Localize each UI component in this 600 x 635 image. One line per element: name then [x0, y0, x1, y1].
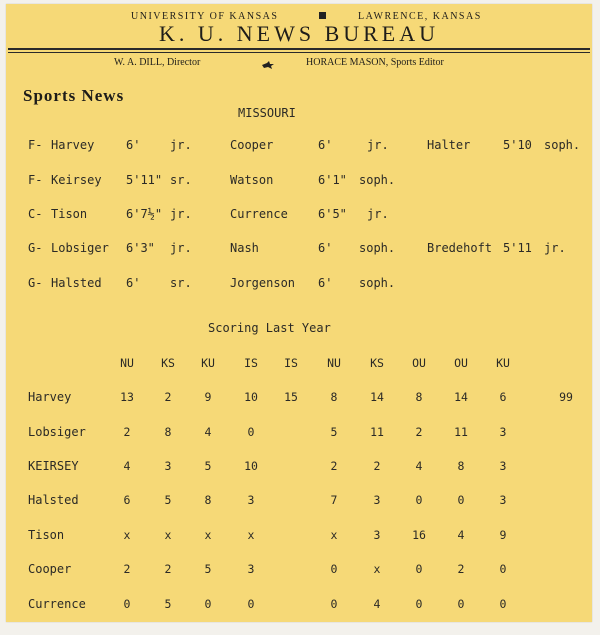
roster-name: Keirsey	[51, 173, 102, 187]
scoring-cell: x	[330, 528, 338, 542]
roster-class: soph.	[359, 173, 396, 187]
scoring-column-header: KU	[496, 356, 510, 370]
scoring-row-name: Lobsiger	[28, 425, 86, 439]
scoring-cell: 3	[499, 493, 507, 507]
scoring-cell: 0	[415, 562, 423, 576]
scoring-cell: x	[164, 528, 172, 542]
scoring-cell: 7	[330, 493, 338, 507]
scoring-cell: 0	[457, 597, 465, 611]
scoring-row-name: KEIRSEY	[28, 459, 79, 473]
scoring-cell: 5	[164, 597, 172, 611]
scoring-cell: 5	[330, 425, 338, 439]
scoring-column-header: NU	[120, 356, 134, 370]
scoring-cell: 4	[415, 459, 423, 473]
letterhead-rule-top	[8, 48, 590, 50]
roster-height: 5'11	[503, 241, 532, 255]
roster-name: Lobsiger	[51, 241, 109, 255]
scoring-cell: 0	[247, 425, 255, 439]
scoring-cell: 3	[373, 493, 381, 507]
roster-height: 6'	[126, 276, 141, 290]
scoring-cell: 0	[247, 597, 255, 611]
roster-name: Halsted	[51, 276, 102, 290]
roster-pos: G-	[28, 276, 43, 290]
roster-class: jr.	[367, 207, 389, 221]
roster-class: jr.	[170, 241, 192, 255]
scoring-column-header: OU	[454, 356, 468, 370]
scoring-cell: 10	[244, 390, 258, 404]
scoring-cell: 0	[204, 597, 212, 611]
editor-text: HORACE MASON, Sports Editor	[306, 57, 444, 68]
scoring-cell: 8	[330, 390, 338, 404]
roster-pos: G-	[28, 241, 43, 255]
scoring-cell: 2	[164, 562, 172, 576]
scoring-cell: 0	[499, 597, 507, 611]
letterhead-rule-bottom	[8, 52, 590, 53]
bureau-title: K. U. NEWS BUREAU	[158, 21, 440, 46]
scoring-column-header: IS	[244, 356, 258, 370]
roster-name: Nash	[230, 241, 259, 255]
roster-height: 6'	[318, 276, 333, 290]
roster-height: 6'3"	[126, 241, 155, 255]
scoring-cell: 3	[247, 562, 255, 576]
scoring-cell: 8	[204, 493, 212, 507]
roster-pos: F-	[28, 138, 43, 152]
scoring-cell: 4	[457, 528, 465, 542]
roster-name: Cooper	[230, 138, 274, 152]
section-label: Sports News	[23, 86, 125, 105]
scoring-cell: 2	[373, 459, 381, 473]
roster-pos: C-	[28, 207, 43, 221]
roster-class: jr.	[170, 138, 192, 152]
roster-class: sr.	[170, 173, 192, 187]
scoring-row-total: 99	[559, 390, 573, 404]
roster-height: 6'	[318, 138, 333, 152]
roster-class: soph.	[359, 241, 396, 255]
scoring-cell: 0	[415, 493, 423, 507]
roster-height: 6'5"	[318, 207, 347, 221]
scoring-cell: 0	[415, 597, 423, 611]
scoring-cell: 6	[499, 390, 507, 404]
scoring-cell: x	[123, 528, 131, 542]
university-name: UNIVERSITY OF KANSAS	[131, 11, 279, 22]
editor-line	[306, 57, 444, 68]
scoring-cell: 0	[499, 562, 507, 576]
scoring-cell: 3	[373, 528, 381, 542]
scoring-cell: 2	[457, 562, 465, 576]
roster-name: Currence	[230, 207, 288, 221]
scoring-cell: 6	[123, 493, 131, 507]
jayhawk-icon	[261, 61, 275, 73]
scoring-cell: 8	[457, 459, 465, 473]
scoring-column-header: OU	[412, 356, 426, 370]
scoring-cell: 5	[164, 493, 172, 507]
scoring-cell: 2	[330, 459, 338, 473]
scoring-cell: 4	[373, 597, 381, 611]
scoring-cell: 5	[204, 562, 212, 576]
scoring-cell: 16	[412, 528, 426, 542]
roster-height: 6'	[318, 241, 333, 255]
scoring-cell: 4	[204, 425, 212, 439]
scoring-cell: x	[247, 528, 255, 542]
roster-name: Halter	[427, 138, 471, 152]
scoring-cell: 0	[457, 493, 465, 507]
roster-pos: F-	[28, 173, 43, 187]
director-text: W. A. DILL, Director	[114, 57, 201, 68]
scoring-column-header: KS	[161, 356, 175, 370]
roster-class: jr.	[367, 138, 389, 152]
scoring-cell: 2	[123, 562, 131, 576]
scoring-cell: 3	[247, 493, 255, 507]
scoring-cell: 2	[164, 390, 172, 404]
team-heading: MISSOURI	[238, 106, 296, 120]
roster-height: 6'7½"	[126, 207, 163, 221]
scoring-cell: 14	[370, 390, 384, 404]
scoring-cell: 3	[499, 425, 507, 439]
scoring-column-header: KU	[201, 356, 215, 370]
scoring-cell: 8	[164, 425, 172, 439]
roster-name: Bredehoft	[427, 241, 493, 255]
scoring-row-name: Halsted	[28, 493, 79, 507]
scoring-cell: 3	[164, 459, 172, 473]
document-page	[6, 4, 592, 622]
scoring-cell: 14	[454, 390, 468, 404]
scoring-row-name: Cooper	[28, 562, 72, 576]
scoring-row-name: Tison	[28, 528, 65, 542]
roster-height: 5'10	[503, 138, 532, 152]
roster-name: Watson	[230, 173, 274, 187]
scoring-cell: 4	[123, 459, 131, 473]
roster-class: jr.	[170, 207, 192, 221]
scoring-cell: 15	[284, 390, 298, 404]
scoring-heading: Scoring Last Year	[208, 321, 331, 335]
roster-name: Jorgenson	[230, 276, 296, 290]
scoring-cell: x	[373, 562, 381, 576]
scoring-cell: 3	[499, 459, 507, 473]
scoring-cell: x	[204, 528, 212, 542]
roster-height: 6'	[126, 138, 141, 152]
scoring-cell: 2	[415, 425, 423, 439]
scoring-column-header: IS	[284, 356, 298, 370]
scoring-cell: 0	[330, 562, 338, 576]
scoring-column-header: KS	[370, 356, 384, 370]
roster-class: soph.	[544, 138, 581, 152]
scoring-cell: 5	[204, 459, 212, 473]
scoring-cell: 0	[123, 597, 131, 611]
roster-class: jr.	[544, 241, 566, 255]
scoring-cell: 13	[120, 390, 134, 404]
separator-square-icon	[319, 12, 326, 19]
roster-class: soph.	[359, 276, 396, 290]
scoring-column-header: NU	[327, 356, 341, 370]
scoring-cell: 8	[415, 390, 423, 404]
scoring-cell: 2	[123, 425, 131, 439]
scoring-cell: 9	[499, 528, 507, 542]
roster-name: Harvey	[51, 138, 95, 152]
scoring-cell: 0	[330, 597, 338, 611]
roster-class: sr.	[170, 276, 192, 290]
scoring-cell: 11	[454, 425, 468, 439]
roster-height: 6'1"	[318, 173, 347, 187]
scoring-row-name: Currence	[28, 597, 86, 611]
city-name: LAWRENCE, KANSAS	[358, 11, 482, 22]
director-line	[114, 57, 200, 68]
roster-height: 5'11"	[126, 173, 163, 187]
scoring-row-name: Harvey	[28, 390, 72, 404]
scoring-cell: 10	[244, 459, 258, 473]
roster-name: Tison	[51, 207, 88, 221]
scoring-cell: 9	[204, 390, 212, 404]
scoring-cell: 11	[370, 425, 384, 439]
